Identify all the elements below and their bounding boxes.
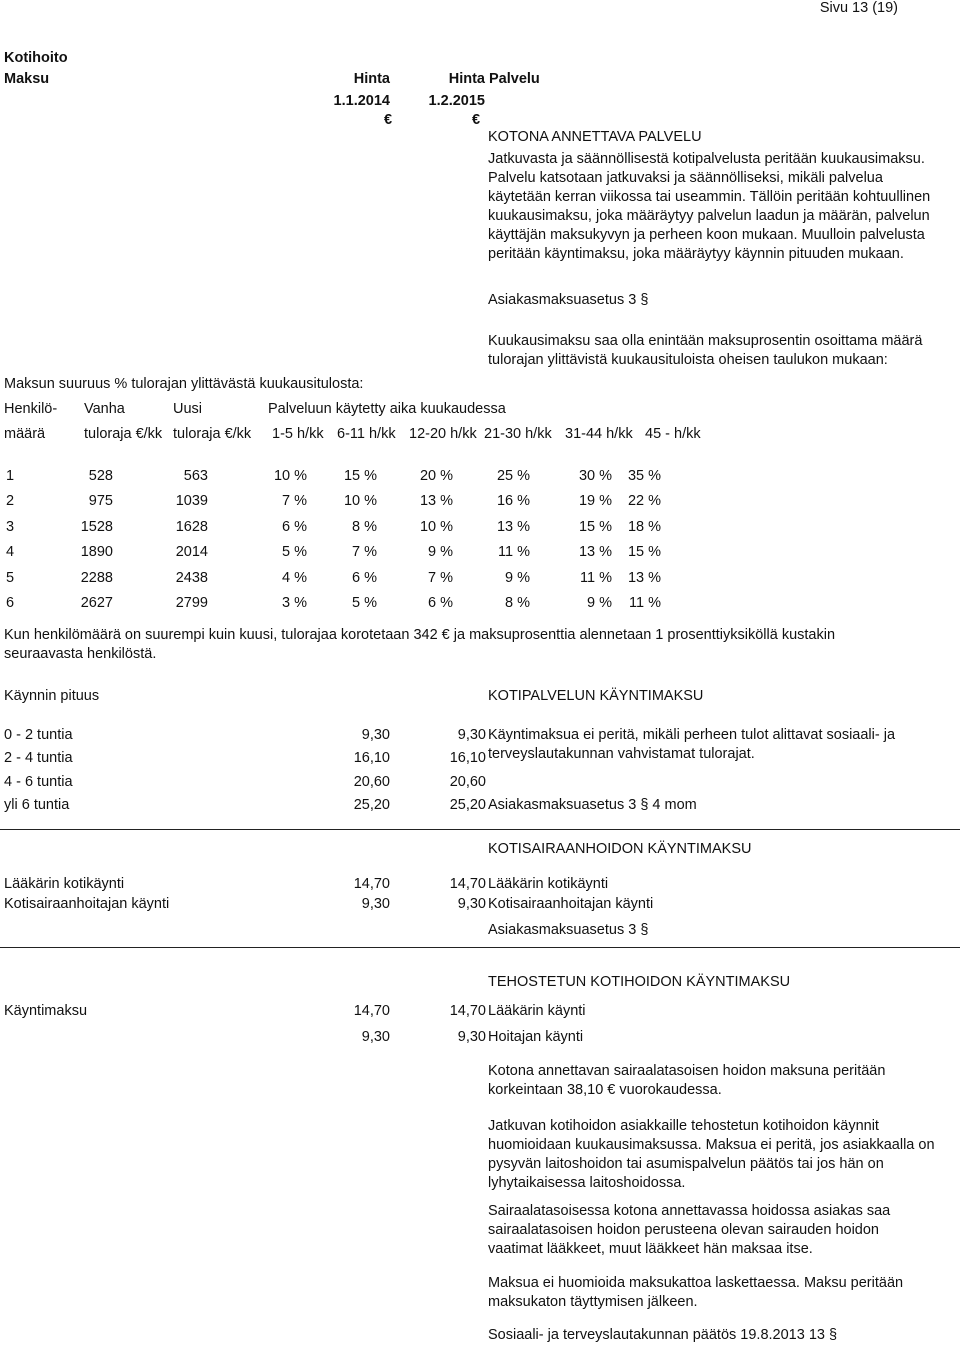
table-cell: 8 % <box>352 518 377 535</box>
table-cell: 13 % <box>627 569 661 586</box>
col-hinta2: Hinta <box>448 71 485 87</box>
table-cell: 35 % <box>627 468 661 484</box>
tehostettu-price-2015: 9,30 <box>457 1029 486 1045</box>
table-cell: 9 % <box>428 544 453 561</box>
sairaanhoito-price-2015: 9,30 <box>457 896 486 912</box>
table-cell: 3 % <box>282 595 307 611</box>
tehostettu-paragraph-line: korkeintaan 38,10 € vuorokaudessa. <box>488 1082 722 1098</box>
col-hinta1: Hinta <box>353 71 390 87</box>
table-cell: 13 % <box>578 544 612 561</box>
currency-2: € <box>472 112 481 128</box>
table-cell: 30 % <box>578 468 612 484</box>
table-cell: 11 % <box>629 595 661 611</box>
table-cell-henkilo: 5 <box>6 569 15 586</box>
tehostettu-paragraph-line: Jatkuvan kotihoidon asiakkaille tehostetun kotihoidon käynnit <box>488 1118 879 1134</box>
table-cell: 6 % <box>282 518 307 535</box>
kaynti-title: KOTIPALVELUN KÄYNTIMAKSU <box>488 688 704 704</box>
kaynti-price-2015: 9,30 <box>457 727 486 743</box>
kaynti-row-label: 0 - 2 tuntia <box>4 727 73 743</box>
kaynti-price-2014: 16,10 <box>353 750 390 766</box>
table-cell: 1039 <box>175 493 208 510</box>
kaynti-row-label: yli 6 tuntia <box>4 797 70 813</box>
tehostettu-desc: Lääkärin käynti <box>488 1003 586 1019</box>
kotona-text-line: Jatkuvasta ja säännöllisestä kotipalvelusta peritään kuukausimaksu. <box>488 151 925 167</box>
kaynti-desc-line: Käyntimaksua ei peritä, mikäli perheen tulot alittavat sosiaali- ja <box>488 727 896 743</box>
sairaanhoito-asetus: Asiakasmaksuasetus 3 § <box>488 922 649 938</box>
col-palvelu: Palvelu <box>489 71 540 87</box>
kaynti-row-label: 4 - 6 tuntia <box>4 774 73 790</box>
table-cell: 25 % <box>496 468 530 484</box>
section-title: Kotihoito <box>4 50 68 66</box>
kotona-text-line: käyttäjän maksukyvyn ja perheen koon mukaan. Muulloin palvelusta <box>488 227 925 243</box>
table-cell: 563 <box>183 468 208 484</box>
table-cell: 15 % <box>343 468 377 484</box>
table-cell: 10 % <box>273 468 307 484</box>
table-cell: 15 % <box>627 544 661 561</box>
table-cell: 18 % <box>627 518 661 535</box>
kaynti-asetus: Asiakasmaksuasetus 3 § 4 mom <box>488 797 697 813</box>
table-cell: 4 % <box>282 569 307 586</box>
table-cell-henkilo: 3 <box>6 518 15 535</box>
kotona-text-line: peritään käyntimaksu, joka määräytyy käynnin pituuden mukaan. <box>488 246 904 262</box>
table-cell: 7 % <box>282 493 307 510</box>
table-cell: 6 % <box>352 569 377 586</box>
kotona-text-line: kuukausimaksu, joka määräytyy palvelun laadun ja määrän, palvelun <box>488 208 930 224</box>
tehostettu-paragraph-line: pysyvän laitoshoidon tai asumispalvelun päätös tai jos hän on <box>488 1156 884 1172</box>
table-cell: 10 % <box>343 493 377 510</box>
sairaanhoito-desc: Kotisairaanhoitajan käynti <box>488 896 654 912</box>
kotona-title: KOTONA ANNETTAVA PALVELU <box>488 129 702 145</box>
table-caption: Maksun suuruus % tulorajan ylittävästä kuukausitulosta: <box>4 376 364 392</box>
decision: Sosiaali- ja terveyslautakunnan päätös 19.8.2013 13 § <box>488 1327 838 1343</box>
table-cell: 2014 <box>175 544 208 561</box>
table-cell: 1528 <box>80 518 113 535</box>
table-cell: 9 % <box>505 569 530 586</box>
kotona-asetus: Asiakasmaksuasetus 3 § <box>488 292 649 308</box>
kuukausimaksu-text-line: tulorajan ylittävistä kuukausituloista oheisen taulukon mukaan: <box>488 352 888 368</box>
col-hinta1-date: 1.1.2014 <box>333 93 390 109</box>
page-number: Sivu 13 (19) <box>819 0 898 16</box>
table-cell: 1628 <box>175 518 208 535</box>
table-cell: 11 % <box>580 569 612 586</box>
tehostettu-paragraph-line: Kotona annettavan sairaalatasoisen hoidon maksuna peritään <box>488 1063 886 1079</box>
table-header: tuloraja €/kk <box>84 426 163 442</box>
table-cell: 11 % <box>498 544 530 561</box>
table-cell: 8 % <box>505 595 530 611</box>
tehostettu-paragraph-line: maksukaton täyttymisen jälkeen. <box>488 1294 698 1310</box>
tehostettu-price-2014: 9,30 <box>361 1029 390 1045</box>
table-cell-henkilo: 4 <box>6 544 15 561</box>
kaynti-price-2015: 25,20 <box>449 797 486 813</box>
sairaanhoito-title: KOTISAIRAANHOIDON KÄYNTIMAKSU <box>488 841 752 857</box>
table-cell: 7 % <box>352 544 377 561</box>
tehostettu-label: Käyntimaksu <box>4 1003 88 1019</box>
table-header: 6-11 h/kk <box>337 426 396 442</box>
table-cell: 15 % <box>578 518 612 535</box>
divider <box>0 829 960 830</box>
table-header: Vanha <box>84 401 125 417</box>
table-cell: 6 % <box>428 595 453 611</box>
sairaanhoito-row-label: Kotisairaanhoitajan käynti <box>4 896 170 912</box>
table-header: määrä <box>4 426 46 442</box>
table-cell: 13 % <box>496 518 530 535</box>
col-maksu: Maksu <box>4 71 50 87</box>
tehostettu-desc: Hoitajan käynti <box>488 1029 584 1045</box>
divider <box>0 947 960 948</box>
tehostettu-paragraph-line: huomioidaan kuukausimaksussa. Maksua ei peritä, jos asiakkaalla on <box>488 1137 935 1153</box>
tehostettu-paragraph-line: lyhytaikaisessa laitoshoidossa. <box>488 1175 686 1191</box>
table-cell: 22 % <box>627 493 661 510</box>
table-cell: 2288 <box>80 569 113 586</box>
kaynti-desc-line: terveyslautakunnan vahvistamat tulorajat. <box>488 746 755 762</box>
table-cell: 528 <box>88 468 113 484</box>
table-cell: 20 % <box>419 468 453 484</box>
table-header: Henkilö- <box>4 401 58 417</box>
table-note: Kun henkilömäärä on suurempi kuin kuusi, tulorajaa korotetaan 342 € ja maksuprosenttia alennetaan 1 prosenttiyksiköllä kustakin seuraavasta henkilöstä. <box>4 627 836 662</box>
kaynti-row-label: 2 - 4 tuntia <box>4 750 73 766</box>
kotona-text-line: käytetään kerran viikossa tai useammin. Tällöin peritään kohtuullinen <box>488 189 931 205</box>
table-cell: 2438 <box>175 569 208 586</box>
table-cell: 19 % <box>578 493 612 510</box>
sairaanhoito-price-2014: 9,30 <box>361 896 390 912</box>
kaynti-price-2015: 16,10 <box>449 750 486 766</box>
table-cell: 5 % <box>282 544 307 561</box>
table-header: 45 - h/kk <box>645 426 701 442</box>
kaynti-price-2014: 20,60 <box>353 774 390 790</box>
table-cell: 2627 <box>80 595 113 611</box>
kaynti-price-2014: 9,30 <box>361 727 390 743</box>
table-cell: 2799 <box>175 595 208 611</box>
tehostettu-paragraph-line: Maksua ei huomioida maksukattoa laskettaessa. Maksu peritään <box>488 1275 904 1291</box>
table-cell-henkilo: 1 <box>6 468 15 484</box>
table-cell: 1890 <box>80 544 113 561</box>
table-header: Palveluun käytetty aika kuukaudessa <box>268 401 506 417</box>
tehostettu-paragraph-line: vaatimat lääkkeet, muut lääkkeet hän maksaa itse. <box>488 1241 813 1257</box>
table-cell: 9 % <box>587 595 612 611</box>
table-header: 12-20 h/kk <box>409 426 477 442</box>
sairaanhoito-desc: Lääkärin kotikäynti <box>488 876 609 892</box>
tehostettu-paragraph-line: sairaalatasoisen hoidon perusteena olevan sairauden hoidon <box>488 1222 879 1238</box>
table-cell-henkilo: 2 <box>6 493 15 510</box>
tehostettu-price-2015: 14,70 <box>449 1003 486 1019</box>
tehostettu-paragraph-line: Sairaalatasoisessa kotona annettavassa hoidossa asiakas saa <box>488 1203 891 1219</box>
table-cell-henkilo: 6 <box>6 595 15 611</box>
table-header: 1-5 h/kk <box>272 426 324 442</box>
tehostettu-price-2014: 14,70 <box>353 1003 390 1019</box>
table-header: 21-30 h/kk <box>484 426 552 442</box>
currency-1: € <box>384 112 393 128</box>
kaynti-price-2015: 20,60 <box>449 774 486 790</box>
table-cell: 975 <box>88 493 113 510</box>
sairaanhoito-price-2015: 14,70 <box>449 876 486 892</box>
col-hinta2-date: 1.2.2015 <box>428 93 485 109</box>
kaynti-label: Käynnin pituus <box>4 688 100 704</box>
table-header: Uusi <box>173 401 203 417</box>
table-header: 31-44 h/kk <box>565 426 633 442</box>
sairaanhoito-price-2014: 14,70 <box>353 876 390 892</box>
table-cell: 5 % <box>352 595 377 611</box>
table-cell: 13 % <box>419 493 453 510</box>
sairaanhoito-row-label: Lääkärin kotikäynti <box>4 876 125 892</box>
kaynti-price-2014: 25,20 <box>353 797 390 813</box>
kuukausimaksu-text-line: Kuukausimaksu saa olla enintään maksuprosentin osoittama määrä <box>488 333 923 349</box>
table-cell: 16 % <box>496 493 530 510</box>
kotona-text-line: Palvelu katsotaan jatkuvaksi ja säännölliseksi, mikäli palvelua <box>488 170 883 186</box>
table-cell: 7 % <box>428 569 453 586</box>
tehostettu-title: TEHOSTETUN KOTIHOIDON KÄYNTIMAKSU <box>488 974 791 990</box>
table-header: tuloraja €/kk <box>173 426 252 442</box>
table-cell: 10 % <box>419 518 453 535</box>
